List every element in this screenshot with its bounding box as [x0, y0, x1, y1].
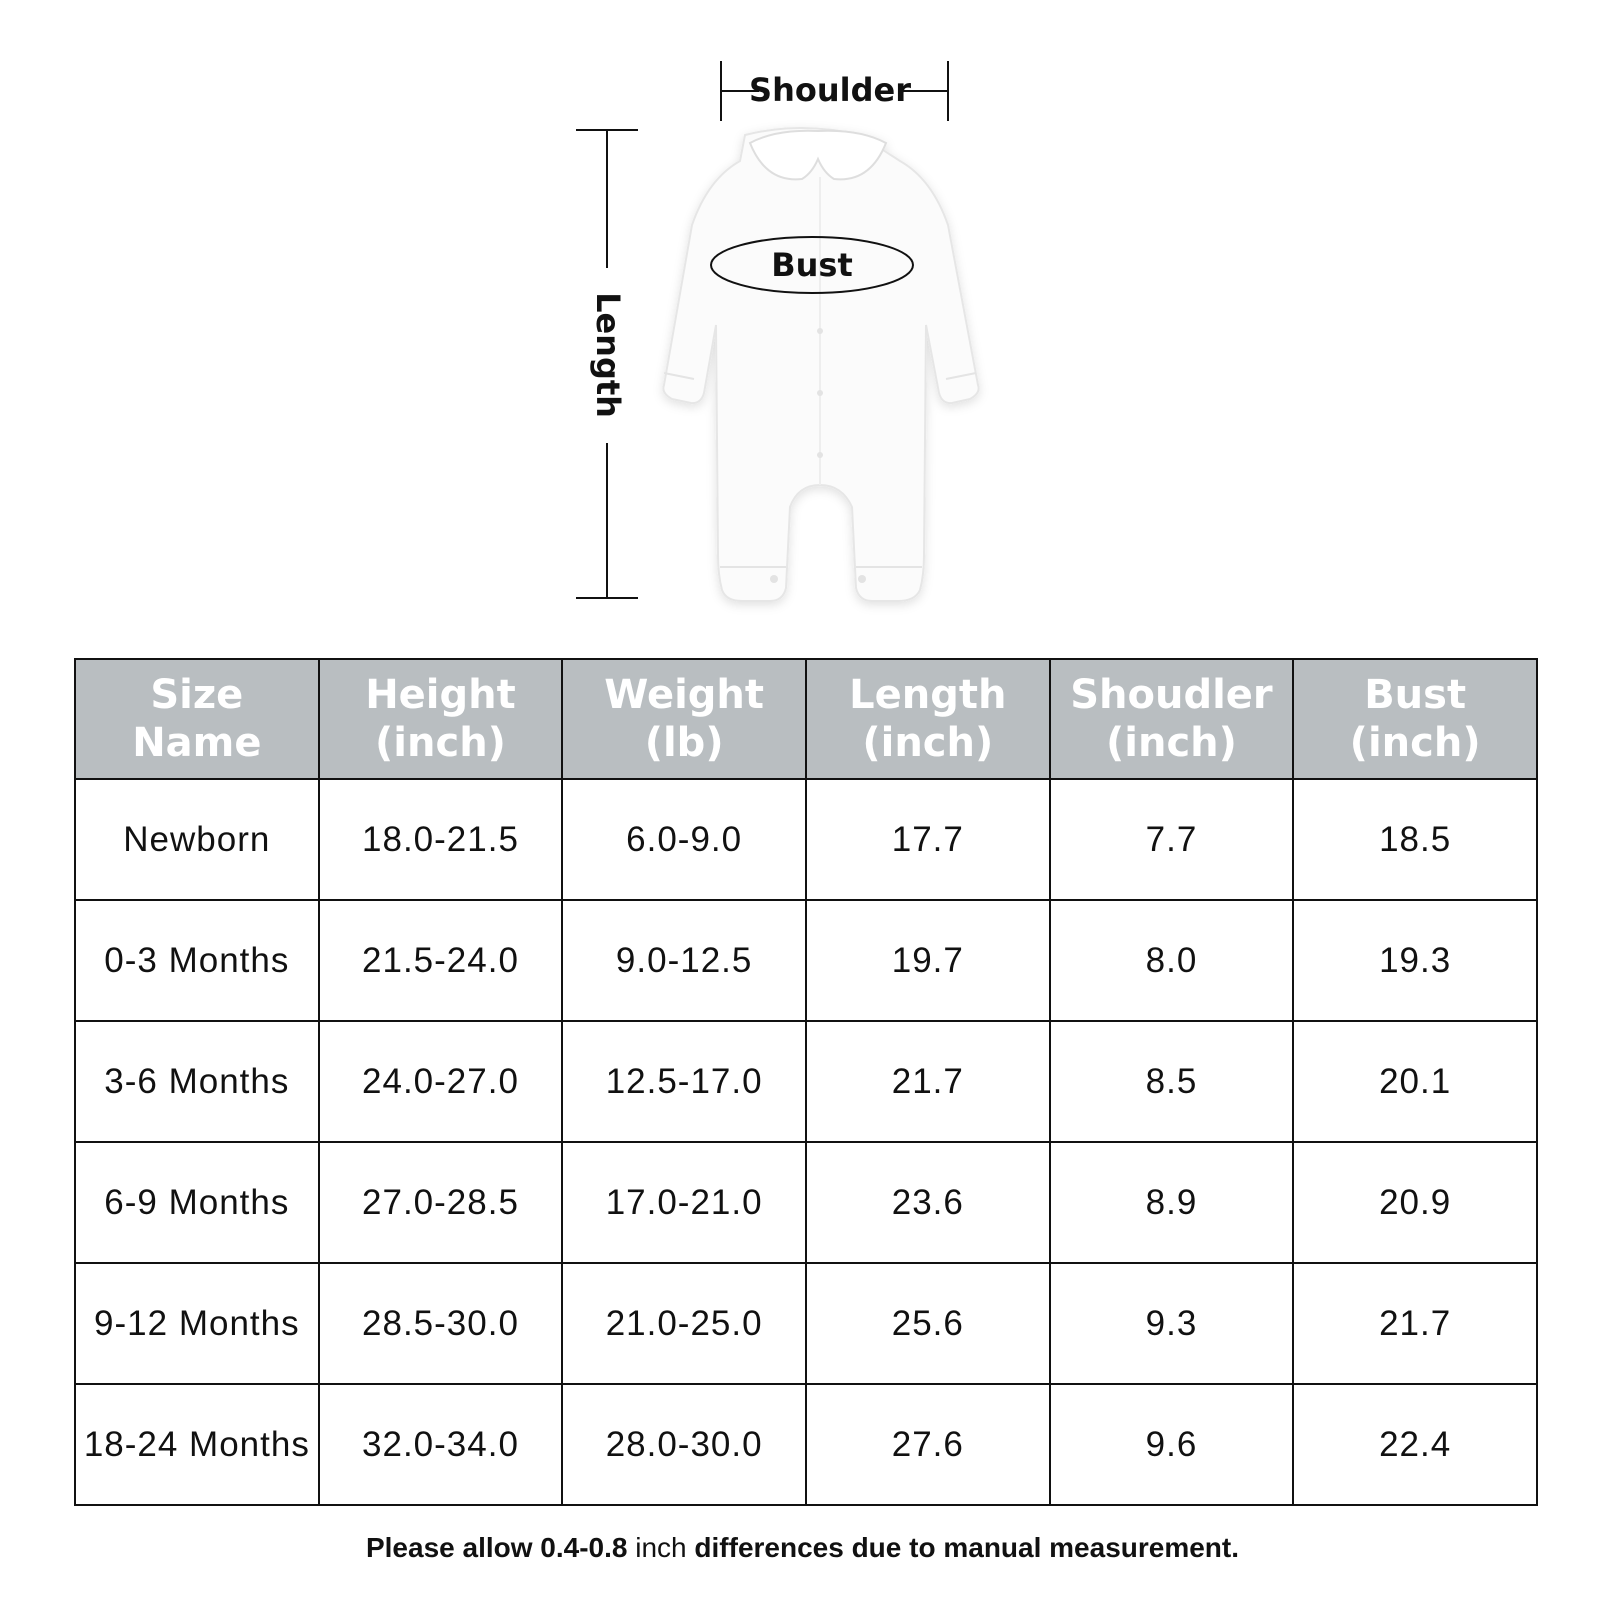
cell-height: 24.0-27.0: [319, 1021, 563, 1142]
size-chart-table: [74, 658, 1538, 1506]
bust-label: Bust: [771, 246, 853, 284]
shoulder-dimension: [721, 61, 948, 121]
table-row: [75, 1142, 1537, 1263]
cell-bust: 21.7: [1293, 1263, 1537, 1384]
table-row: [75, 779, 1537, 900]
length-dimension: [576, 130, 638, 598]
note-part-3: differences due to manual measurement.: [694, 1532, 1240, 1563]
cell-weight: 6.0-9.0: [562, 779, 806, 900]
cell-length: 21.7: [806, 1021, 1050, 1142]
cell-bust: 18.5: [1293, 779, 1537, 900]
header-row: [75, 659, 1537, 779]
cell-bust: 19.3: [1293, 900, 1537, 1021]
cell-size-name: 0-3 Months: [75, 900, 319, 1021]
cell-size-name: 3-6 Months: [75, 1021, 319, 1142]
cell-shoulder: 8.5: [1050, 1021, 1294, 1142]
cell-size-name: 9-12 Months: [75, 1263, 319, 1384]
cell-height: 18.0-21.5: [319, 779, 563, 900]
cell-shoulder: 7.7: [1050, 779, 1294, 900]
size-chart-header: [75, 659, 1537, 779]
note-part-1: Please allow 0.4-0.8: [365, 1532, 628, 1563]
cell-shoulder: 8.0: [1050, 900, 1294, 1021]
cell-bust: 20.1: [1293, 1021, 1537, 1142]
cell-weight: 9.0-12.5: [562, 900, 806, 1021]
size-chart-body: [75, 779, 1537, 1505]
cell-shoulder: 8.9: [1050, 1142, 1294, 1263]
cell-length: 17.7: [806, 779, 1050, 900]
cell-bust: 20.9: [1293, 1142, 1537, 1263]
table-row: [75, 1384, 1537, 1505]
table-row: [75, 900, 1537, 1021]
header-shoulder: Shoudler (inch): [1050, 659, 1294, 779]
cell-weight: 28.0-30.0: [562, 1384, 806, 1505]
cell-size-name: Newborn: [75, 779, 319, 900]
table-row: [75, 1263, 1537, 1384]
cell-weight: 21.0-25.0: [562, 1263, 806, 1384]
table-row: [75, 1021, 1537, 1142]
cell-size-name: 18-24 Months: [75, 1384, 319, 1505]
cell-shoulder: 9.6: [1050, 1384, 1294, 1505]
header-height: Height (inch): [319, 659, 563, 779]
cell-length: 25.6: [806, 1263, 1050, 1384]
cell-length: 23.6: [806, 1142, 1050, 1263]
cell-height: 27.0-28.5: [319, 1142, 563, 1263]
romper-silhouette: [663, 128, 978, 601]
cell-bust: 22.4: [1293, 1384, 1537, 1505]
cell-length: 27.6: [806, 1384, 1050, 1505]
cell-weight: 12.5-17.0: [562, 1021, 806, 1142]
cell-size-name: 6-9 Months: [75, 1142, 319, 1263]
header-weight: Weight (lb): [562, 659, 806, 779]
note-part-2: inch: [627, 1532, 695, 1563]
cell-height: 28.5-30.0: [319, 1263, 563, 1384]
romper-measurement-diagram: [560, 55, 1040, 630]
header-bust: Bust (inch): [1293, 659, 1537, 779]
cell-height: 21.5-24.0: [319, 900, 563, 1021]
header-length: Length (inch): [806, 659, 1050, 779]
shoulder-label: Shoulder: [749, 71, 911, 109]
length-label: Length: [589, 292, 627, 418]
cell-height: 32.0-34.0: [319, 1384, 563, 1505]
cell-weight: 17.0-21.0: [562, 1142, 806, 1263]
header-size-name: Size Name: [75, 659, 319, 779]
cell-shoulder: 9.3: [1050, 1263, 1294, 1384]
cell-length: 19.7: [806, 900, 1050, 1021]
measurement-note: [0, 1532, 1605, 1564]
